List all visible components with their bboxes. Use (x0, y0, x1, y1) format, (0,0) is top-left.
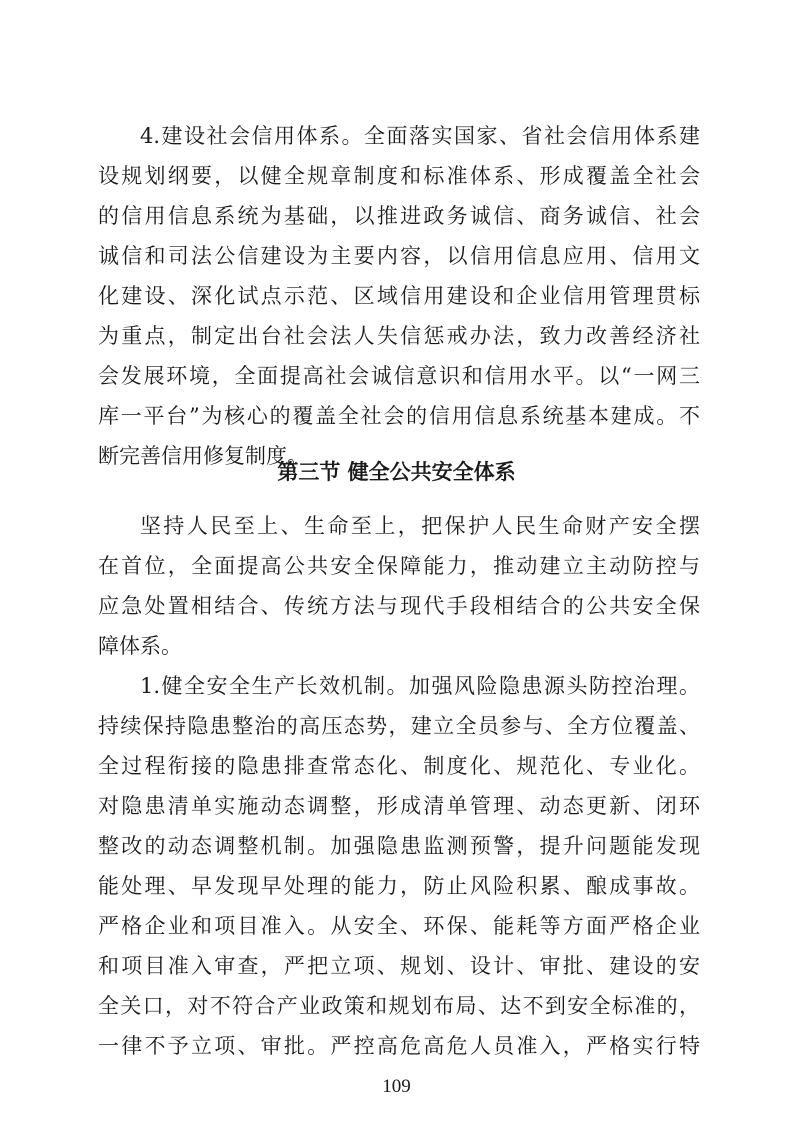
paragraph-2-line-3: 应急处置相结合、传统方法与现代手段相结合的公共安全保 (98, 594, 700, 618)
page-number: 109 (382, 1076, 411, 1097)
paragraph-3-line-5: 整改的动态调整机制。加强隐患监测预警，提升问题能发现 (98, 834, 700, 858)
paragraph-3-line-4: 对隐患清单实施动态调整，形成清单管理、动态更新、闭环 (98, 794, 700, 818)
paragraph-2-line-2: 在首位，全面提高公共安全保障能力，推动建立主动防控与 (98, 554, 700, 578)
paragraph-3-line-2: 持续保持隐患整治的高压态势，建立全员参与、全方位覆盖、 (98, 714, 700, 738)
paragraph-1-line-7: 会发展环境，全面提高社会诚信意识和信用水平。以“一网三 (98, 364, 700, 388)
paragraph-1-line-1: 4.建设社会信用体系。全面落实国家、省社会信用体系建 (140, 124, 700, 148)
paragraph-2-line-1: 坚持人民至上、生命至上，把保护人民生命财产安全摆 (140, 514, 700, 538)
paragraph-3-line-3: 全过程衔接的隐患排查常态化、制度化、规范化、专业化。 (98, 754, 700, 778)
paragraph-3-line-10: 一律不予立项、审批。严控高危高危人员准入，严格实行特 (98, 1034, 700, 1058)
paragraph-3-line-8: 和项目准入审查，严把立项、规划、设计、审批、建设的安 (98, 954, 700, 978)
paragraph-1-line-2: 设规划纲要，以健全规章制度和标准体系、形成覆盖全社会 (98, 164, 700, 188)
paragraph-1-line-6: 为重点，制定出台社会法人失信惩戒办法，致力改善经济社 (98, 324, 700, 348)
paragraph-3-line-6: 能处理、早发现早处理的能力，防止风险积累、酿成事故。 (98, 874, 700, 898)
section-heading: 第三节 健全公共安全体系 (277, 460, 516, 484)
paragraph-1-line-8: 库一平台”为核心的覆盖全社会的信用信息系统基本建成。不 (98, 404, 700, 428)
paragraph-2-line-4: 障体系。 (98, 634, 182, 658)
paragraph-1-line-4: 诚信和司法公信建设为主要内容，以信用信息应用、信用文 (98, 244, 700, 268)
paragraph-3-line-1: 1.健全安全生产长效机制。加强风险隐患源头防控治理。 (140, 674, 700, 698)
paragraph-1-line-5: 化建设、深化试点示范、区域信用建设和企业信用管理贯标 (98, 284, 700, 308)
paragraph-1-line-3: 的信用信息系统为基础，以推进政务诚信、商务诚信、社会 (98, 204, 700, 228)
paragraph-3-line-7: 严格企业和项目准入。从安全、环保、能耗等方面严格企业 (98, 914, 700, 938)
paragraph-1-line-9: 断完善信用修复制度。 (98, 444, 308, 468)
paragraph-3-line-9: 全关口，对不符合产业政策和规划布局、达不到安全标准的， (98, 994, 700, 1018)
